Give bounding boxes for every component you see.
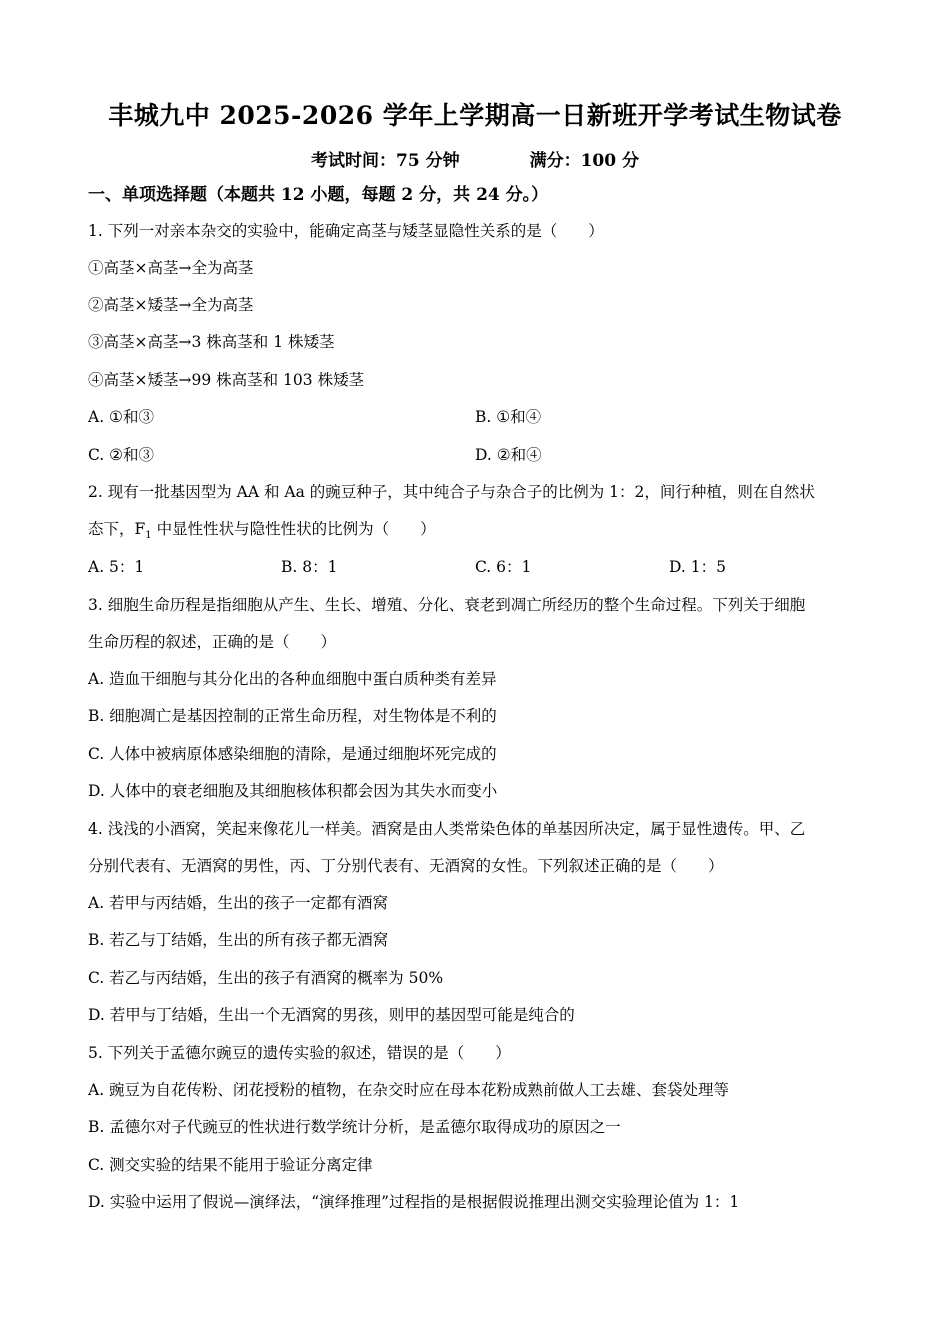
q3-option-b: B. 细胞凋亡是基因控制的正常生命历程，对生物体是不利的 xyxy=(88,707,497,725)
q3-option-c: C. 人体中被病原体感染细胞的清除，是通过细胞坏死完成的 xyxy=(88,745,497,763)
q4-option-b: B. 若乙与丁结婚，生出的所有孩子都无酒窝 xyxy=(88,931,389,949)
q2-option-d: D. 1：5 xyxy=(669,558,726,576)
q1-option-b: B. ①和④ xyxy=(475,408,542,426)
q5-stem: 5. 下列关于孟德尔豌豆的遗传实验的叙述，错误的是（ ） xyxy=(88,1044,511,1062)
q2-stem-line2-post: 中显性性状与隐性性状的比例为（ ） xyxy=(151,520,436,538)
exam-meta xyxy=(0,146,950,171)
q4-option-d: D. 若甲与丁结婚，生出一个无酒窝的男孩，则甲的基因型可能是纯合的 xyxy=(88,1006,575,1024)
q5-option-a: A. 豌豆为自花传粉、闭花授粉的植物，在杂交时应在母本花粉成熟前做人工去雄、套袋处理等 xyxy=(88,1081,730,1099)
q1-item-2: ②高茎×矮茎→全为高茎 xyxy=(88,296,254,314)
q1-item-3: ③高茎×高茎→3 株高茎和 1 株矮茎 xyxy=(88,333,335,351)
q1-option-d: D. ②和④ xyxy=(475,446,542,464)
q2-stem-line2-pre: 态下，F xyxy=(88,520,146,538)
q3-stem-line1: 3. 细胞生命历程是指细胞从产生、生长、增殖、分化、衰老到凋亡所经历的整个生命过程。下列关于细胞 xyxy=(88,596,806,614)
q2-subscript: 1 xyxy=(145,530,152,542)
q2-option-a: A. 5：1 xyxy=(88,558,145,576)
q1-option-a: A. ①和③ xyxy=(88,408,154,426)
q3-option-d: D. 人体中的衰老细胞及其细胞核体积都会因为其失水而变小 xyxy=(88,782,498,800)
q5-option-d: D. 实验中运用了假说—演绎法，“演绎推理”过程指的是根据假说推理出测交实验理论值为 1：1 xyxy=(88,1193,740,1211)
q1-stem: 1. 下列一对亲本杂交的实验中，能确定高茎与矮茎显隐性关系的是（ ） xyxy=(88,222,604,240)
q5-option-b: B. 孟德尔对子代豌豆的性状进行数学统计分析，是孟德尔取得成功的原因之一 xyxy=(88,1118,621,1136)
q2-option-b: B. 8：1 xyxy=(281,558,338,576)
q5-option-c: C. 测交实验的结果不能用于验证分离定律 xyxy=(88,1156,373,1174)
q1-item-4: ④高茎×矮茎→99 株高茎和 103 株矮茎 xyxy=(88,371,365,389)
section-header: 一、单项选择题（本题共 12 小题，每题 2 分，共 24 分。） xyxy=(88,185,549,205)
q3-stem-line2: 生命历程的叙述，正确的是（ ） xyxy=(88,633,337,651)
q4-stem-line2: 分别代表有、无酒窝的男性，丙、丁分别代表有、无酒窝的女性。下列叙述正确的是（ ） xyxy=(88,857,724,875)
q4-option-a: A. 若甲与丙结婚，生出的孩子一定都有酒窝 xyxy=(88,894,389,912)
full-score: 满分：100 分 xyxy=(529,151,639,171)
q1-option-c: C. ②和③ xyxy=(88,446,155,464)
q3-option-a: A. 造血干细胞与其分化出的各种血细胞中蛋白质种类有差异 xyxy=(88,670,497,688)
q2-option-c: C. 6：1 xyxy=(475,558,532,576)
q4-stem-line1: 4. 浅浅的小酒窝，笑起来像花儿一样美。酒窝是由人类常染色体的单基因所决定，属于显性遗传。甲、乙 xyxy=(88,820,806,838)
exam-title: 丰城九中 2025-2026 学年上学期高一日新班开学考试生物试卷 xyxy=(108,101,842,130)
exam-time: 考试时间：75 分钟 xyxy=(311,151,460,171)
q2-stem-line1: 2. 现有一批基因型为 AA 和 Aa 的豌豆种子，其中纯合子与杂合子的比例为 1：2，间行种植，则在自然状 xyxy=(88,483,815,501)
q4-option-c: C. 若乙与丙结婚，生出的孩子有酒窝的概率为 50% xyxy=(88,969,444,987)
q2-stem-line2 xyxy=(88,518,436,547)
q1-item-1: ①高茎×高茎→全为高茎 xyxy=(88,259,254,277)
